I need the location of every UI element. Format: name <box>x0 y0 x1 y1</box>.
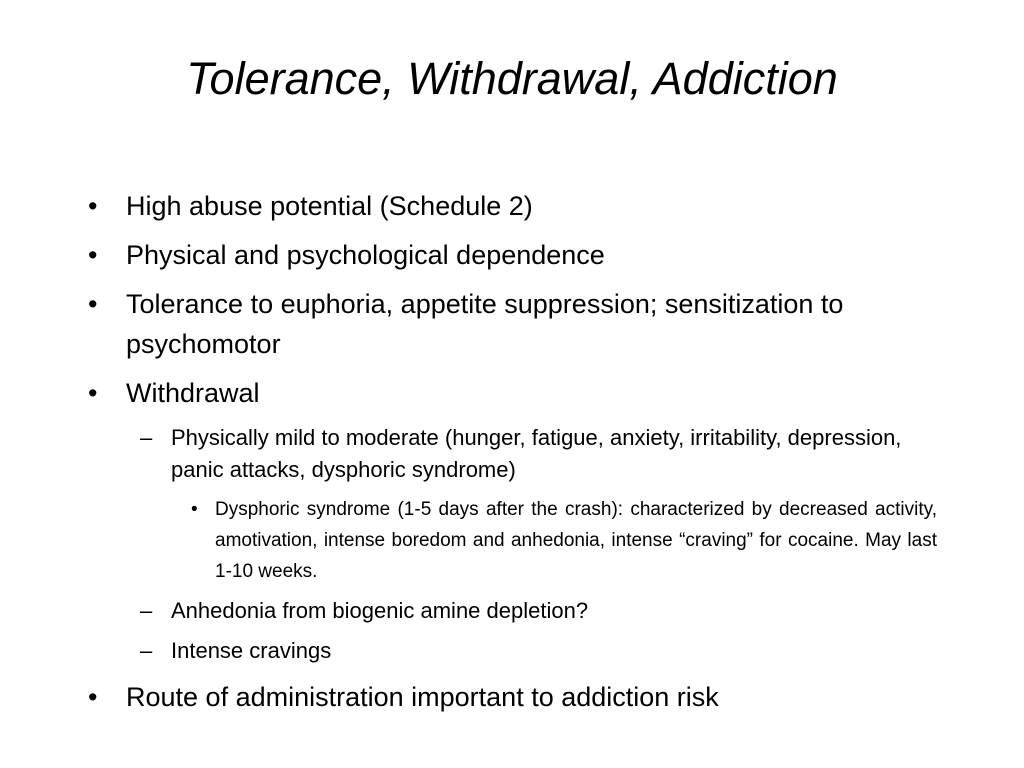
bullet-marker: • <box>191 499 198 520</box>
bullet-text: Physical and psychological dependence <box>126 240 605 270</box>
bullet-marker: • <box>88 191 98 221</box>
sub-sub-bullet-text: Dysphoric syndrome (1-5 days after the crash): characterized by decreased activity, amotivation, intense boredom and anhedonia, intense “craving” for cocaine. May last 1-10 weeks. <box>215 499 937 582</box>
bullet-text: Route of administration important to addiction risk <box>126 682 719 712</box>
bullet-item <box>88 373 948 413</box>
dash-marker: – <box>140 598 153 623</box>
sub-bullet-text: Intense cravings <box>171 638 332 663</box>
sub-sub-bullet-item <box>191 494 937 587</box>
bullet-list <box>88 186 948 726</box>
bullet-item <box>88 235 948 275</box>
sub-bullet-text: Physically mild to moderate (hunger, fatigue, anxiety, irritability, depression, panic attacks, dysphoric syndrome) <box>171 425 902 482</box>
bullet-text: Withdrawal <box>126 378 260 408</box>
bullet-text: Tolerance to euphoria, appetite suppression; sensitization to psychomotor <box>126 289 844 359</box>
dash-marker: – <box>140 425 153 450</box>
slide-title: Tolerance, Withdrawal, Addiction <box>186 53 838 104</box>
dash-marker: – <box>140 638 153 663</box>
bullet-marker: • <box>88 378 98 408</box>
bullet-text: High abuse potential (Schedule 2) <box>126 191 533 221</box>
bullet-marker: • <box>88 240 98 270</box>
bullet-item <box>88 284 948 364</box>
sub-bullet-item <box>140 595 948 627</box>
sub-bullet-item <box>140 635 948 667</box>
bullet-item <box>88 677 948 717</box>
bullet-marker: • <box>88 682 98 712</box>
bullet-marker: • <box>88 289 98 319</box>
sub-bullet-item <box>140 422 948 486</box>
sub-bullet-text: Anhedonia from biogenic amine depletion? <box>171 598 589 623</box>
bullet-item <box>88 186 948 226</box>
